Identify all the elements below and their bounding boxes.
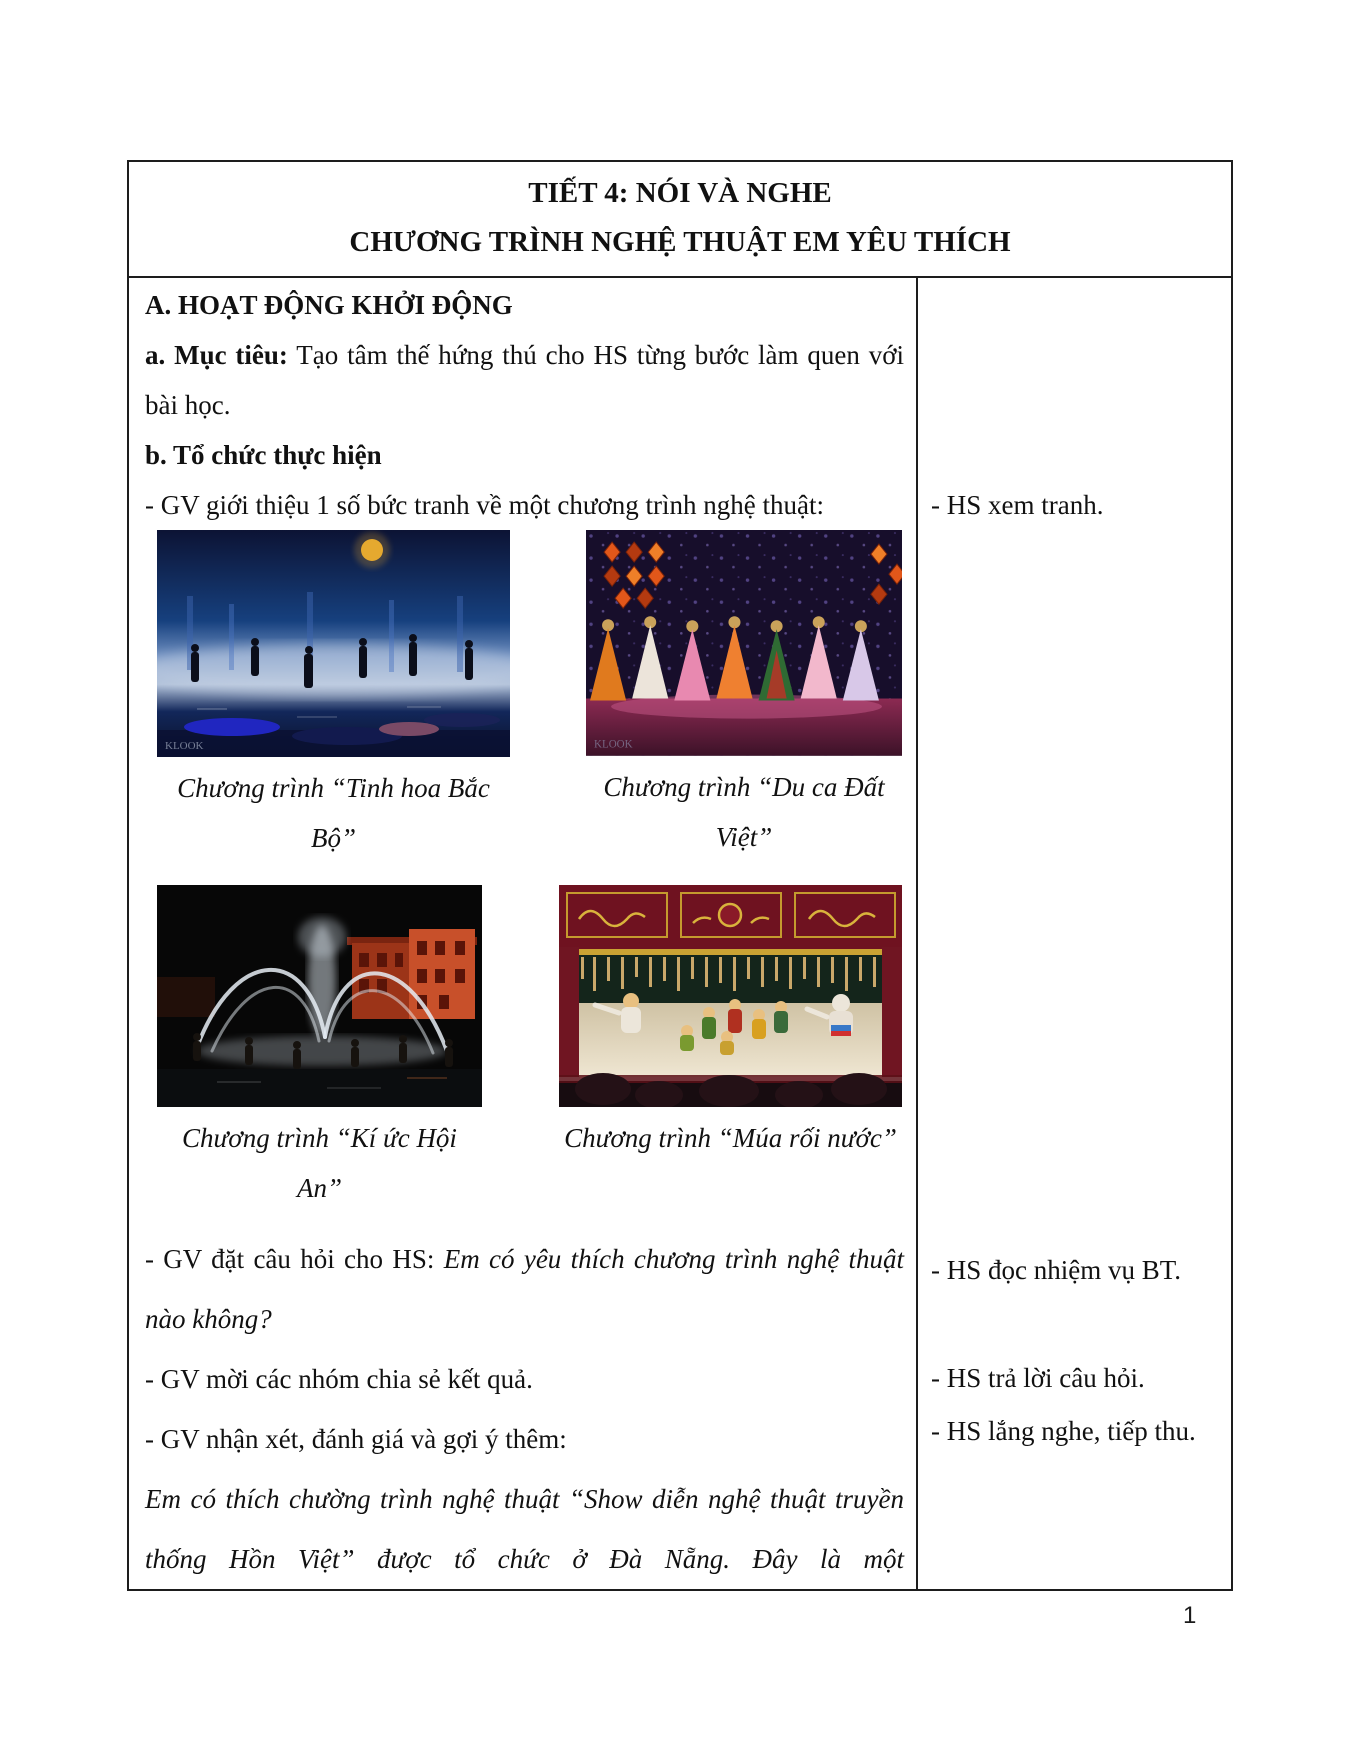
table-title-cell xyxy=(129,162,1231,278)
lesson-title-line2: CHƯƠNG TRÌNH NGHỆ THUẬT EM YÊU THÍCH xyxy=(349,226,1011,258)
question-prefix: - GV đặt câu hỏi cho HS: xyxy=(145,1244,435,1274)
figure-ki-uc-hoi-an xyxy=(157,885,482,1213)
section-heading: A. HOẠT ĐỘNG KHỞI ĐỘNG xyxy=(145,290,513,320)
invite-line: - GV mời các nhóm chia sẻ kết quả. xyxy=(145,1364,533,1394)
question-paragraph xyxy=(145,1229,904,1349)
suggestion-paragraph: Em có thích chường trình nghệ thuật “Show diễn nghệ thuật truyền thống Hồn Việt” được tổ chức ở Đà Nẵng. Đây là một xyxy=(145,1484,904,1574)
lesson-plan-table xyxy=(127,160,1233,1591)
student-action-view-pictures: - HS xem tranh. xyxy=(931,490,1104,520)
organize-heading: b. Tổ chức thực hiện xyxy=(145,440,382,470)
klook-watermark: KLOOK xyxy=(594,738,633,751)
student-activity-cell xyxy=(916,278,1231,1589)
student-action-read-task: - HS đọc nhiệm vụ BT. xyxy=(931,1255,1181,1285)
feedback-line: - GV nhận xét, đánh giá và gợi ý thêm: xyxy=(145,1424,567,1454)
stage-photo-du-ca-dat-viet xyxy=(586,530,902,756)
figure-row-2 xyxy=(145,885,904,1213)
figure-mua-roi-nuoc xyxy=(559,885,902,1213)
page-number: 1 xyxy=(1183,1602,1197,1629)
teacher-activity-cell xyxy=(129,278,916,1589)
table-body-row xyxy=(129,278,1231,1589)
student-action-listen: - HS lắng nghe, tiếp thu. xyxy=(931,1416,1196,1446)
klook-watermark: KLOOK xyxy=(165,740,204,752)
figure-caption: Chương trình “Tinh hoa Bắc Bộ” xyxy=(177,773,490,853)
figure-row-1 xyxy=(145,530,904,863)
figure-caption: Chương trình “Du ca Đất Việt” xyxy=(603,771,885,852)
objective-paragraph xyxy=(145,330,904,430)
question-italic: Em có yêu thích chương trình nghệ thuật nào không? xyxy=(145,1244,905,1334)
objective-text: Tạo tâm thế hứng thú cho HS từng bước làm quen với bài học. xyxy=(145,340,905,420)
lesson-title-line1: TIẾT 4: NÓI VÀ NGHE xyxy=(528,177,832,209)
stage-photo-mua-roi-nuoc xyxy=(559,885,902,1107)
stage-photo-tinh-hoa-bac-bo xyxy=(157,530,510,757)
figure-caption: Chương trình “Kí ức Hội An” xyxy=(182,1123,457,1203)
figure-tinh-hoa-bac-bo xyxy=(157,530,510,863)
objective-label: a. Mục tiêu: xyxy=(145,340,288,370)
student-action-answer: - HS trả lời câu hỏi. xyxy=(931,1363,1145,1393)
stage-photo-ki-uc-hoi-an xyxy=(157,885,482,1107)
intro-line: - GV giới thiệu 1 số bức tranh về một chương trình nghệ thuật: xyxy=(145,490,824,520)
figure-du-ca-dat-viet xyxy=(586,530,902,863)
figure-caption: Chương trình “Múa rối nước” xyxy=(564,1123,897,1153)
